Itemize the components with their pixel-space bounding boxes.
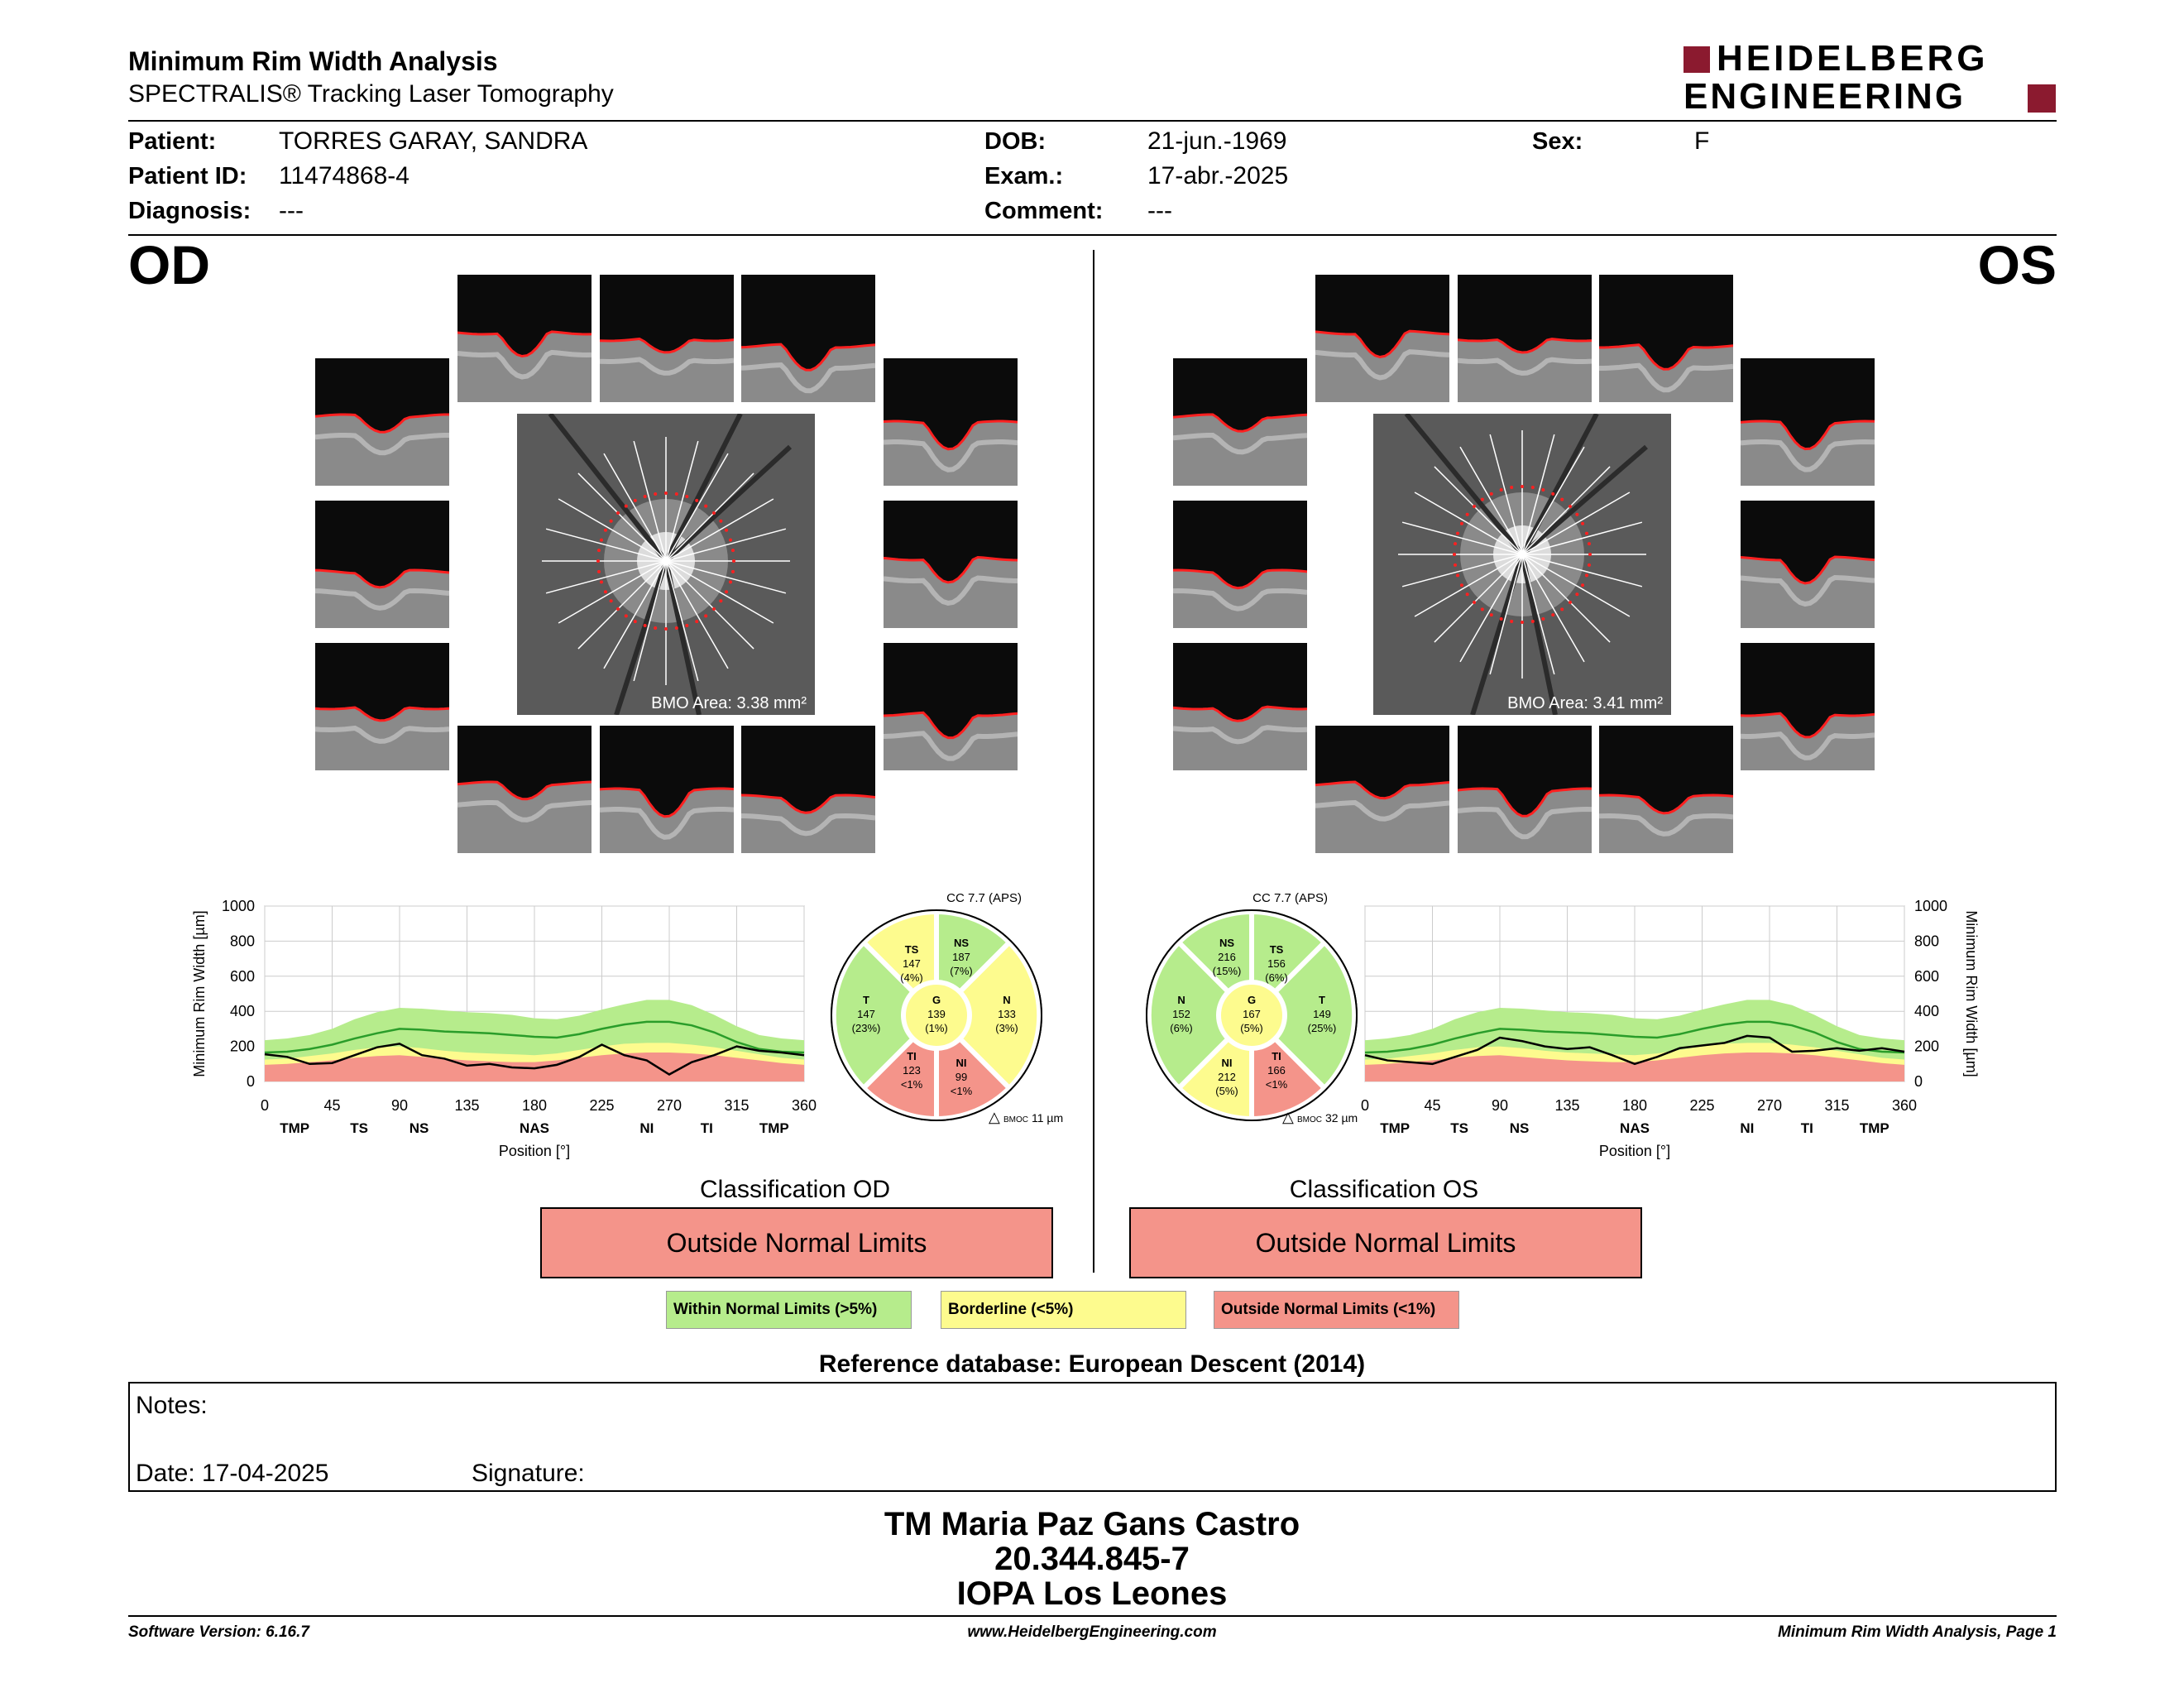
bmo-point — [1585, 573, 1588, 577]
bmo-point — [1473, 505, 1476, 508]
bmo-point — [1521, 621, 1524, 624]
svg-text:(3%): (3%) — [995, 1022, 1018, 1034]
dob: 21-jun.-1969 — [1147, 127, 1287, 155]
bmo-point — [597, 549, 601, 552]
svg-text:N: N — [1177, 994, 1185, 1006]
report-subtitle: SPECTRALIS® Tracking Laser Tomography — [128, 80, 614, 108]
y-tick-label: 1000 — [221, 898, 255, 914]
svg-text:<1%: <1% — [950, 1085, 973, 1097]
bmo-point — [1473, 601, 1476, 604]
bmo-point — [1500, 488, 1503, 492]
svg-text:147: 147 — [903, 957, 921, 970]
os-classification-title: Classification OS — [1289, 1176, 1479, 1203]
od-mrw-chart — [186, 894, 827, 1175]
bmo-point — [1510, 620, 1513, 623]
x-tick-label: 315 — [1824, 1097, 1850, 1114]
x-tick-label: 180 — [521, 1097, 548, 1114]
svg-text:216: 216 — [1218, 951, 1236, 963]
software-version: Software Version: 6.16.7 — [128, 1623, 309, 1641]
logo-line1: HEIDELBERG — [1717, 38, 1989, 79]
bmo-point — [1521, 485, 1524, 488]
bmo-point — [600, 580, 603, 583]
x-tick-label: 315 — [724, 1097, 750, 1114]
bmo-point — [654, 492, 657, 496]
svg-text:TI: TI — [1272, 1050, 1281, 1062]
bmo-point — [1490, 613, 1493, 616]
bmo-point — [1560, 498, 1564, 501]
exam-date: 17-abr.-2025 — [1147, 162, 1289, 189]
bmo-point — [1460, 522, 1463, 525]
bmo-point — [731, 549, 735, 552]
svg-text:(6%): (6%) — [1170, 1022, 1193, 1034]
bmo-point — [1466, 513, 1469, 516]
y-tick-label: 800 — [229, 933, 255, 950]
oct-bscan — [1315, 275, 1449, 402]
diagnosis: --- — [279, 197, 304, 224]
notes-label: Notes: — [136, 1392, 208, 1419]
bmo-point — [1569, 505, 1572, 508]
retina-tissue — [1741, 421, 1875, 486]
retina-tissue — [1741, 557, 1875, 628]
x-tick-label: 45 — [323, 1097, 341, 1114]
oct-bscan — [315, 501, 449, 628]
od-bmoc: 11 µm — [1032, 1111, 1064, 1125]
svg-text:133: 133 — [998, 1008, 1016, 1020]
bmo-point — [731, 570, 735, 573]
patient-id: 11474868-4 — [279, 162, 410, 189]
bmo-point — [1541, 488, 1545, 492]
x-tick-label: 360 — [791, 1097, 817, 1114]
legend-borderline: Borderline (<5%) — [941, 1291, 1186, 1329]
oct-bscan — [741, 275, 875, 402]
bmo-point — [600, 539, 603, 542]
bmo-point — [1588, 542, 1591, 545]
svg-text:(23%): (23%) — [851, 1022, 881, 1034]
bmo-point — [1481, 607, 1484, 611]
oct-bscan — [315, 643, 449, 770]
retina-tissue — [741, 344, 875, 402]
y-tick-label: 1000 — [1914, 898, 1948, 914]
y-tick-label: 200 — [1914, 1038, 1940, 1055]
bmo-point — [685, 624, 688, 627]
bmo-point — [712, 511, 716, 515]
svg-text:166: 166 — [1267, 1064, 1286, 1077]
svg-text:G: G — [1247, 994, 1257, 1006]
bmo-point — [1551, 492, 1554, 496]
bmo-point — [664, 492, 668, 495]
retina-tissue — [1173, 570, 1307, 628]
svg-text:NS: NS — [953, 937, 970, 949]
od-fundus-image — [517, 414, 815, 715]
bmo-point — [1481, 498, 1484, 501]
y-axis-label: Minimum Rim Width [µm] — [191, 910, 208, 1077]
oct-bscan — [884, 643, 1018, 770]
oct-bscan — [600, 275, 734, 402]
bmo-point — [704, 614, 707, 617]
svg-text:147: 147 — [857, 1008, 875, 1020]
retina-tissue — [884, 558, 1018, 629]
bmo-point — [675, 626, 678, 630]
bmo-point — [1453, 553, 1456, 556]
oct-bscan — [1458, 726, 1592, 853]
bmo-point — [1575, 592, 1578, 596]
sector-label: TS — [350, 1120, 368, 1136]
svg-text:99: 99 — [955, 1071, 968, 1083]
y-tick-label: 400 — [229, 1003, 255, 1020]
svg-text:(1%): (1%) — [925, 1022, 948, 1034]
oct-bscan — [1741, 358, 1875, 486]
report-title: Minimum Rim Width Analysis — [128, 46, 498, 76]
x-tick-label: 90 — [1491, 1097, 1509, 1114]
bmo-point — [704, 505, 707, 508]
x-tick-label: 45 — [1424, 1097, 1441, 1114]
website-url: www.HeidelbergEngineering.com — [967, 1623, 1217, 1641]
bmo-point — [610, 599, 613, 602]
oct-bscan — [1173, 358, 1307, 486]
y-tick-label: 600 — [229, 967, 255, 985]
retina-tissue — [884, 712, 1018, 770]
retina-tissue — [741, 795, 875, 853]
svg-text:123: 123 — [903, 1064, 921, 1077]
retina-tissue — [457, 332, 592, 402]
signatory-id: 20.344.845-7 — [994, 1541, 1190, 1577]
svg-text:TS: TS — [904, 943, 919, 956]
oct-bscan — [1741, 501, 1875, 628]
bmo-point — [719, 599, 722, 602]
notes-box — [128, 1382, 2057, 1492]
svg-text:139: 139 — [927, 1008, 946, 1020]
x-tick-label: 0 — [260, 1097, 270, 1114]
bmo-point — [625, 505, 628, 508]
legend-outside: Outside Normal Limits (<1%) — [1214, 1291, 1459, 1329]
svg-text:(4%): (4%) — [900, 971, 923, 984]
sector-label: TMP — [759, 1120, 789, 1136]
svg-text:(25%): (25%) — [1307, 1022, 1337, 1034]
svg-text:T: T — [863, 994, 869, 1006]
bmo-point — [654, 626, 657, 630]
sector-label: TI — [1800, 1120, 1813, 1136]
sector-label: NS — [1509, 1120, 1530, 1136]
retina-tissue — [884, 421, 1018, 486]
sex-label: Sex: — [1532, 128, 1583, 155]
signatory-org: IOPA Los Leones — [956, 1575, 1228, 1612]
os-label: OS — [1977, 234, 2057, 295]
notes-date: Date: 17-04-2025 — [136, 1460, 329, 1487]
bmo-point — [604, 529, 607, 532]
x-tick-label: 360 — [1891, 1097, 1918, 1114]
bmo-point — [1585, 532, 1588, 535]
sex: F — [1694, 127, 1710, 155]
oct-bscan — [457, 275, 592, 402]
sector-label: TI — [700, 1120, 713, 1136]
sector-label: NS — [409, 1120, 429, 1136]
bmo-point — [732, 559, 735, 563]
svg-text:TI: TI — [907, 1050, 917, 1062]
retina-tissue — [1173, 707, 1307, 770]
svg-text:N: N — [1003, 994, 1011, 1006]
sector-label: NI — [1740, 1120, 1755, 1136]
svg-text:<1%: <1% — [1265, 1078, 1288, 1091]
logo-line2: ENGINEERING — [1684, 76, 1966, 117]
retina-tissue — [1599, 345, 1733, 402]
heidelberg-logo — [1684, 38, 2057, 117]
bmo-point — [597, 570, 601, 573]
oct-bscan — [1599, 275, 1733, 402]
bmo-point — [625, 614, 628, 617]
oct-bscan — [741, 726, 875, 853]
bmo-point — [1575, 513, 1578, 516]
bmo-point — [695, 620, 698, 623]
oct-bscan — [315, 358, 449, 486]
bmo-point — [1466, 592, 1469, 596]
bmo-point — [1490, 492, 1493, 496]
x-axis-label: Position [°] — [498, 1143, 571, 1159]
bmo-point — [675, 492, 678, 496]
x-tick-label: 180 — [1621, 1097, 1648, 1114]
bmo-point — [644, 495, 647, 498]
oct-bscan — [1315, 726, 1449, 853]
bmo-point — [1581, 583, 1584, 587]
svg-text:NS: NS — [1219, 937, 1235, 949]
bmo-point — [616, 607, 620, 611]
bmo-point — [596, 559, 600, 563]
svg-text:(15%): (15%) — [1212, 965, 1242, 977]
exam-label: Exam.: — [984, 163, 1064, 189]
bmo-point — [1454, 542, 1457, 545]
bmo-point — [729, 580, 732, 583]
bmo-point — [1541, 617, 1545, 621]
bmo-point — [634, 620, 637, 623]
x-tick-label: 225 — [1689, 1097, 1715, 1114]
od-bmo-area: BMO Area: 3.38 mm² — [651, 694, 807, 712]
sector-label: TMP — [1859, 1120, 1889, 1136]
y-tick-label: 600 — [1914, 967, 1940, 985]
diagnosis-label: Diagnosis: — [128, 198, 251, 224]
bmo-point — [1531, 620, 1535, 623]
svg-text:△: △ — [1282, 1109, 1294, 1125]
bmo-point — [1510, 486, 1513, 489]
os-cc-label: CC 7.7 (APS) — [1252, 891, 1328, 905]
eye-divider — [1093, 250, 1094, 1273]
y-axis-label: Minimum Rim Width [µm] — [1963, 910, 1980, 1077]
bmo-point — [1588, 553, 1592, 556]
oct-bscan — [884, 358, 1018, 486]
os-fundus-image — [1373, 414, 1671, 715]
oct-bscan — [1173, 643, 1307, 770]
retina-tissue — [1458, 789, 1592, 853]
bmo-point — [1560, 607, 1564, 611]
svg-text:156: 156 — [1267, 957, 1286, 970]
bmo-point — [1531, 486, 1535, 489]
bmo-point — [1551, 613, 1554, 616]
svg-text:△: △ — [989, 1109, 1000, 1125]
page-info: Minimum Rim Width Analysis, Page 1 — [1778, 1623, 2057, 1641]
os-bmoc: 32 µm — [1325, 1111, 1358, 1125]
oct-bscan — [1741, 643, 1875, 770]
x-tick-label: 135 — [454, 1097, 480, 1114]
svg-text:(5%): (5%) — [1215, 1085, 1238, 1097]
svg-text:G: G — [932, 994, 941, 1006]
bmo-point — [725, 529, 728, 532]
bmo-point — [685, 495, 688, 498]
x-tick-label: 135 — [1554, 1097, 1580, 1114]
bmo-point — [725, 590, 728, 593]
sector-label: NI — [639, 1120, 654, 1136]
bmo-point — [695, 499, 698, 502]
x-tick-label: 90 — [390, 1097, 409, 1114]
oct-bscan — [1458, 275, 1592, 402]
sector-label: TMP — [1380, 1120, 1410, 1136]
sector-label: NAS — [520, 1120, 549, 1136]
svg-text:TS: TS — [1269, 943, 1284, 956]
svg-text:152: 152 — [1172, 1008, 1190, 1020]
x-tick-label: 270 — [1756, 1097, 1783, 1114]
svg-text:NI: NI — [1221, 1057, 1233, 1069]
retina-tissue — [1599, 795, 1733, 853]
sector-label: TMP — [280, 1120, 310, 1136]
bmo-point — [1460, 583, 1463, 587]
od-label: OD — [128, 234, 210, 295]
retina-tissue — [600, 789, 734, 853]
sector-label: TS — [1450, 1120, 1468, 1136]
od-bmoc-label: BMOC — [1003, 1115, 1028, 1125]
patient-id-label: Patient ID: — [128, 163, 247, 189]
reference-database: Reference database: European Descent (2014) — [818, 1350, 1366, 1378]
bmo-point — [610, 520, 613, 523]
bmo-point — [1456, 532, 1459, 535]
bmo-point — [712, 607, 716, 611]
y-tick-label: 400 — [1914, 1003, 1940, 1020]
os-bmoc-label: BMOC — [1297, 1115, 1322, 1125]
x-tick-label: 225 — [589, 1097, 615, 1114]
svg-text:(7%): (7%) — [950, 965, 973, 977]
y-tick-label: 0 — [246, 1073, 255, 1090]
retina-tissue — [315, 415, 449, 486]
svg-text:T: T — [1319, 994, 1325, 1006]
os-bmo-area: BMO Area: 3.41 mm² — [1507, 694, 1663, 712]
y-tick-label: 800 — [1914, 933, 1940, 950]
retina-tissue — [600, 339, 734, 403]
retina-tissue — [1741, 713, 1875, 770]
oct-bscan — [884, 501, 1018, 628]
retina-tissue — [1315, 331, 1449, 402]
svg-text:212: 212 — [1218, 1071, 1236, 1083]
bmo-point — [1500, 617, 1503, 621]
y-tick-label: 200 — [229, 1038, 255, 1055]
od-sector-diagram — [823, 887, 1071, 1135]
od-classification-result: Outside Normal Limits — [540, 1207, 1053, 1278]
od-cc-label: CC 7.7 (APS) — [946, 891, 1022, 905]
bmo-point — [644, 624, 647, 627]
oct-bscan — [457, 726, 592, 853]
svg-text:NI: NI — [956, 1057, 967, 1069]
svg-text:(5%): (5%) — [1240, 1022, 1263, 1034]
bmo-point — [634, 499, 637, 502]
legend-within: Within Normal Limits (>5%) — [666, 1291, 912, 1329]
x-tick-label: 270 — [656, 1097, 682, 1114]
svg-text:(6%): (6%) — [1265, 971, 1288, 984]
bmo-point — [664, 627, 668, 631]
dob-label: DOB: — [984, 128, 1046, 155]
bmo-point — [616, 511, 620, 515]
bmo-point — [729, 539, 732, 542]
signature-label: Signature: — [472, 1460, 585, 1487]
oct-bscan — [1599, 726, 1733, 853]
comment: --- — [1147, 197, 1172, 224]
x-axis-label: Position [°] — [1598, 1143, 1671, 1159]
retina-tissue — [315, 570, 449, 628]
os-classification-result: Outside Normal Limits — [1129, 1207, 1642, 1278]
oct-bscan — [600, 726, 734, 853]
y-tick-label: 0 — [1914, 1073, 1923, 1090]
svg-text:167: 167 — [1243, 1008, 1261, 1020]
svg-text:187: 187 — [952, 951, 970, 963]
sector-label: NAS — [1620, 1120, 1650, 1136]
bmo-point — [604, 590, 607, 593]
x-tick-label: 0 — [1360, 1097, 1370, 1114]
bmo-point — [719, 520, 722, 523]
svg-text:<1%: <1% — [900, 1078, 923, 1091]
patient-name: TORRES GARAY, SANDRA — [279, 127, 588, 155]
signatory-name: TM Maria Paz Gans Castro — [884, 1506, 1300, 1542]
bmo-point — [1454, 563, 1457, 567]
patient-label: Patient: — [128, 128, 217, 155]
od-classification-title: Classification OD — [699, 1176, 891, 1203]
oct-bscan — [1173, 501, 1307, 628]
svg-text:149: 149 — [1313, 1008, 1331, 1020]
bmo-point — [1581, 522, 1584, 525]
bmo-point — [1569, 601, 1572, 604]
bmo-point — [1588, 563, 1591, 567]
bmo-point — [1456, 573, 1459, 577]
os-sector-diagram — [1121, 887, 1369, 1135]
comment-label: Comment: — [984, 198, 1104, 224]
os-mrw-chart — [1357, 894, 2014, 1175]
